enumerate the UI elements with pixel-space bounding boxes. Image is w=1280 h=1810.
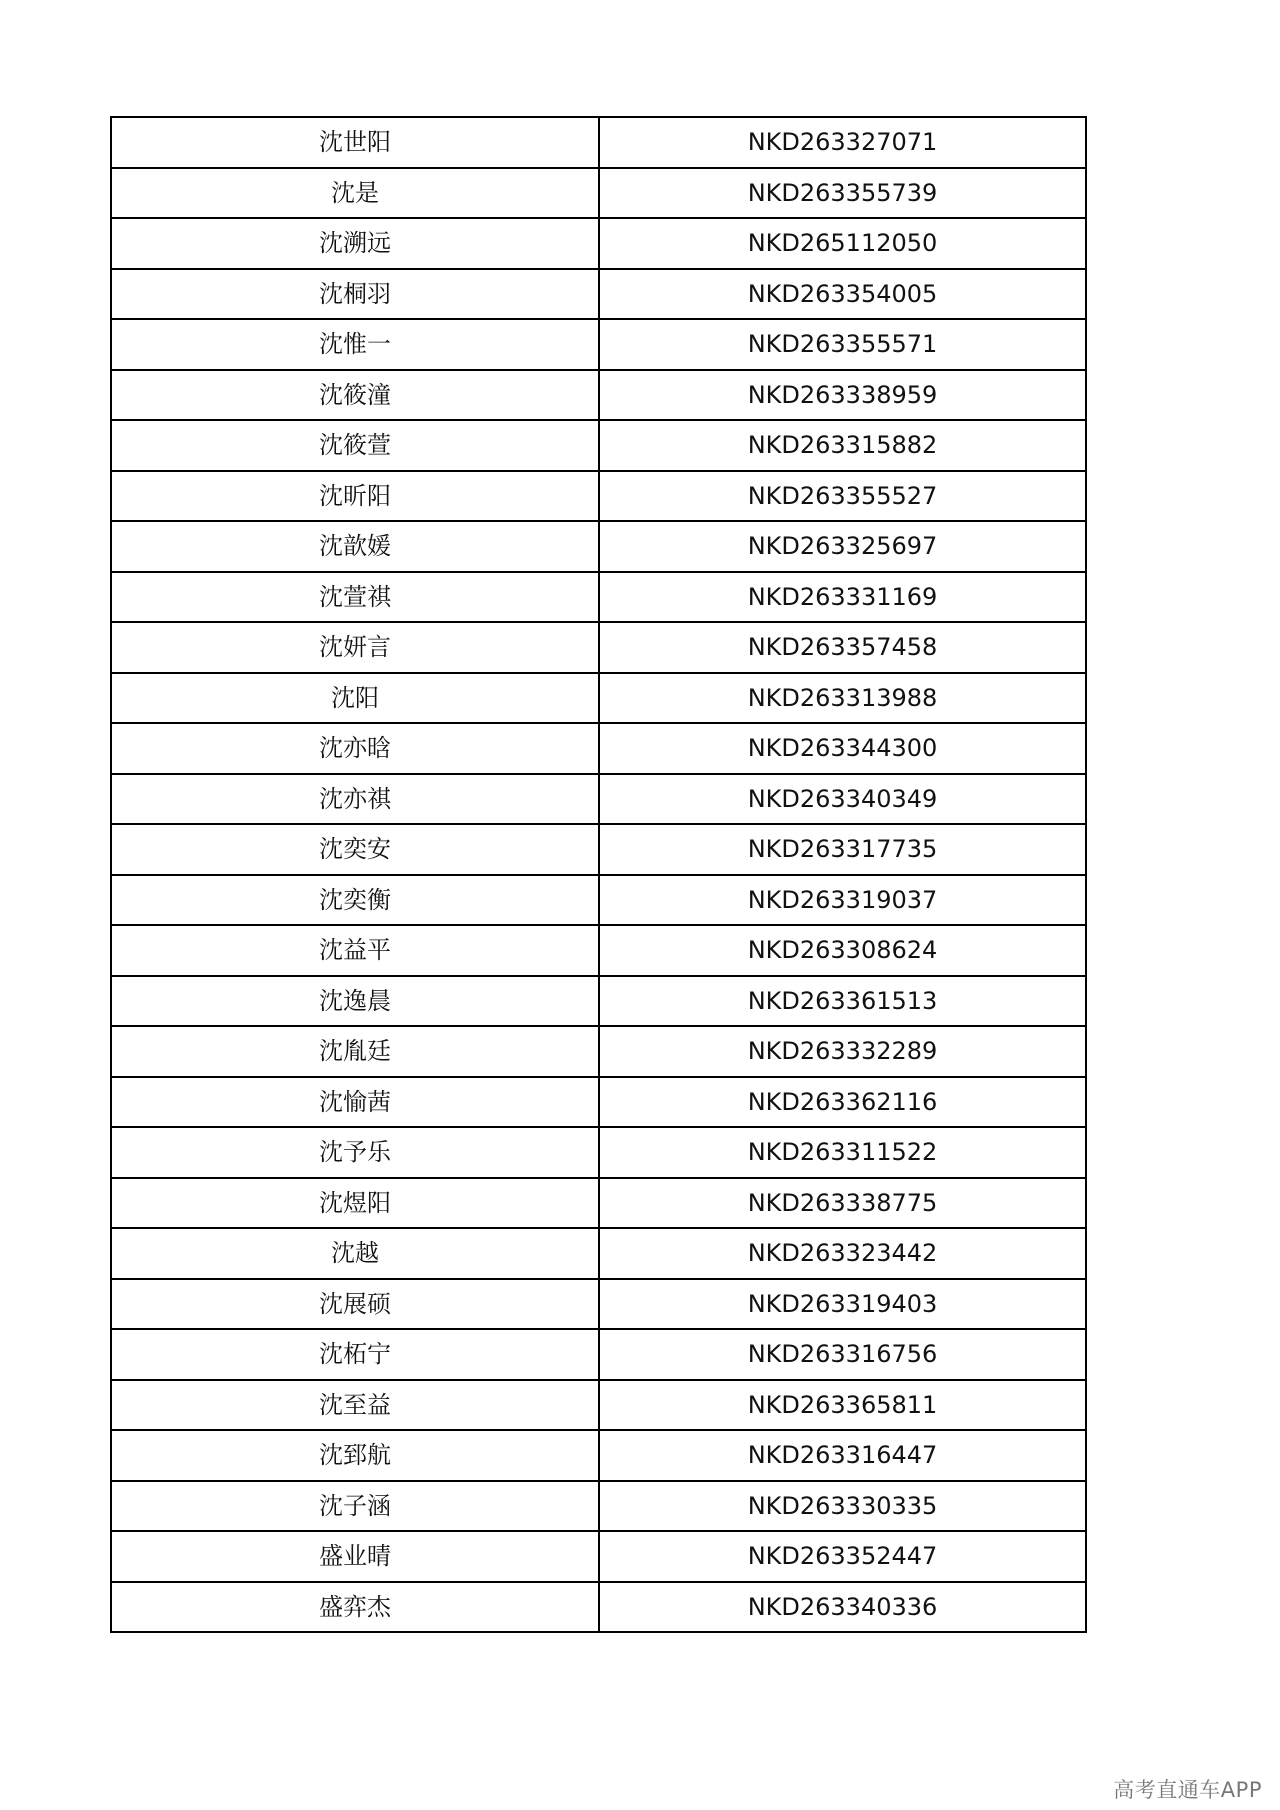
student-id: NKD263361513 — [599, 976, 1086, 1027]
student-name: 沈世阳 — [111, 117, 599, 168]
table-row — [111, 471, 1086, 522]
student-id: NKD263357458 — [599, 622, 1086, 673]
table-row — [111, 1481, 1086, 1532]
table-row — [111, 1178, 1086, 1229]
student-name: 盛弈杰 — [111, 1582, 599, 1633]
student-id: NKD263362116 — [599, 1077, 1086, 1128]
student-name: 沈愉茜 — [111, 1077, 599, 1128]
student-name: 沈逸晨 — [111, 976, 599, 1027]
student-id: NKD263325697 — [599, 521, 1086, 572]
source-watermark: 高考直通车APP — [1113, 1778, 1262, 1802]
table-row — [111, 1582, 1086, 1633]
table-row — [111, 1329, 1086, 1380]
student-name: 沈桐羽 — [111, 269, 599, 320]
table-row — [111, 370, 1086, 421]
student-name: 沈亦晗 — [111, 723, 599, 774]
student-name: 盛业晴 — [111, 1531, 599, 1582]
student-id: NKD263331169 — [599, 572, 1086, 623]
student-name: 沈惟一 — [111, 319, 599, 370]
student-name: 沈妍言 — [111, 622, 599, 673]
student-id: NKD263332289 — [599, 1026, 1086, 1077]
student-name: 沈益平 — [111, 925, 599, 976]
student-name: 沈溯远 — [111, 218, 599, 269]
table-row — [111, 774, 1086, 825]
student-name: 沈郅航 — [111, 1430, 599, 1481]
student-id: NKD263355527 — [599, 471, 1086, 522]
student-id: NKD263352447 — [599, 1531, 1086, 1582]
student-id: NKD263355571 — [599, 319, 1086, 370]
student-id: NKD263338775 — [599, 1178, 1086, 1229]
student-name: 沈奕安 — [111, 824, 599, 875]
table-row — [111, 824, 1086, 875]
student-id: NKD263313988 — [599, 673, 1086, 724]
table-row — [111, 1077, 1086, 1128]
student-id: NKD263365811 — [599, 1380, 1086, 1431]
student-name: 沈筱潼 — [111, 370, 599, 421]
student-id: NKD263311522 — [599, 1127, 1086, 1178]
student-id: NKD263316447 — [599, 1430, 1086, 1481]
student-id: NKD263323442 — [599, 1228, 1086, 1279]
table-row — [111, 319, 1086, 370]
table-row — [111, 521, 1086, 572]
table-row — [111, 1279, 1086, 1330]
student-id: NKD263308624 — [599, 925, 1086, 976]
table-row — [111, 1026, 1086, 1077]
student-name: 沈歆媛 — [111, 521, 599, 572]
student-name: 沈越 — [111, 1228, 599, 1279]
table-row — [111, 875, 1086, 926]
table-row — [111, 1127, 1086, 1178]
table-row — [111, 622, 1086, 673]
table-row — [111, 1531, 1086, 1582]
table-row — [111, 976, 1086, 1027]
student-name: 沈筱萱 — [111, 420, 599, 471]
student-id: NKD263340336 — [599, 1582, 1086, 1633]
student-id: NKD263319403 — [599, 1279, 1086, 1330]
student-id: NKD263354005 — [599, 269, 1086, 320]
student-name: 沈予乐 — [111, 1127, 599, 1178]
student-name: 沈煜阳 — [111, 1178, 599, 1229]
student-name: 沈胤廷 — [111, 1026, 599, 1077]
student-id: NKD263317735 — [599, 824, 1086, 875]
table-row — [111, 269, 1086, 320]
student-id: NKD263340349 — [599, 774, 1086, 825]
student-name: 沈柘宁 — [111, 1329, 599, 1380]
table-row — [111, 117, 1086, 168]
table-row — [111, 1380, 1086, 1431]
table-row — [111, 673, 1086, 724]
table-row — [111, 1430, 1086, 1481]
table-row — [111, 1228, 1086, 1279]
student-id: NKD263338959 — [599, 370, 1086, 421]
student-name: 沈阳 — [111, 673, 599, 724]
student-id: NKD263330335 — [599, 1481, 1086, 1532]
table-row — [111, 723, 1086, 774]
student-id: NKD263319037 — [599, 875, 1086, 926]
student-id: NKD263355739 — [599, 168, 1086, 219]
student-name: 沈昕阳 — [111, 471, 599, 522]
table-row — [111, 420, 1086, 471]
student-name: 沈亦祺 — [111, 774, 599, 825]
roster-table — [110, 116, 1087, 1633]
table-row — [111, 168, 1086, 219]
table-row — [111, 925, 1086, 976]
student-name: 沈是 — [111, 168, 599, 219]
student-id: NKD263316756 — [599, 1329, 1086, 1380]
student-name: 沈奕衡 — [111, 875, 599, 926]
table-row — [111, 218, 1086, 269]
table-row — [111, 572, 1086, 623]
student-name: 沈萱祺 — [111, 572, 599, 623]
student-name: 沈至益 — [111, 1380, 599, 1431]
student-id: NKD263315882 — [599, 420, 1086, 471]
student-id: NKD265112050 — [599, 218, 1086, 269]
student-id: NKD263327071 — [599, 117, 1086, 168]
student-id: NKD263344300 — [599, 723, 1086, 774]
student-name: 沈展硕 — [111, 1279, 599, 1330]
student-name: 沈子涵 — [111, 1481, 599, 1532]
